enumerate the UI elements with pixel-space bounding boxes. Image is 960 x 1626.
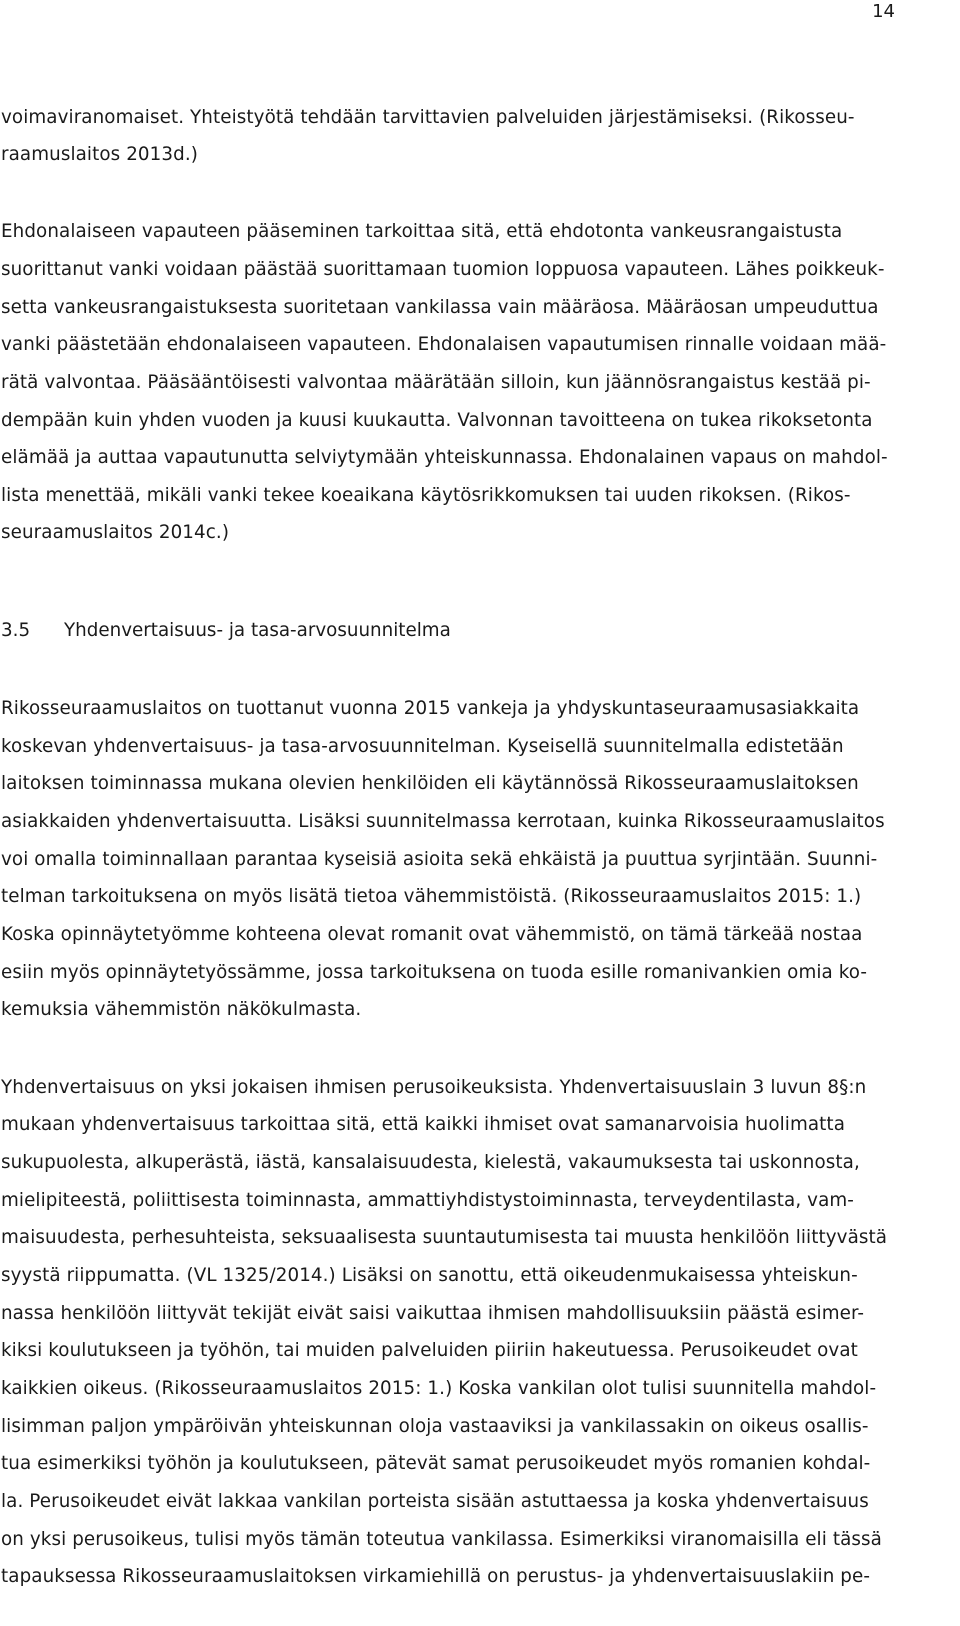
- text-line: asiakkaiden yhdenvertaisuutta. Lisäksi suunnitelmassa kerrotaan, kuinka Rikosseuraamuslaitos: [1, 811, 885, 832]
- text-line: nassa henkilöön liittyvät tekijät eivät saisi vaikuttaa ihmisen mahdollisuuksiin päästä esimer-: [1, 1303, 865, 1324]
- text-line: esiin myös opinnäytetyössämme, jossa tarkoituksena on tuoda esille romanivankien omia ko-: [1, 962, 868, 983]
- text-line: kaikkien oikeus. (Rikosseuraamuslaitos 2015: 1.) Koska vankilan olot tulisi suunnitella mahdol-: [1, 1378, 877, 1399]
- text-line: tapauksessa Rikosseuraamuslaitoksen virkamiehillä on perustus- ja yhdenvertaisuuslakiin pe-: [1, 1566, 871, 1587]
- text-line: la. Perusoikeudet eivät lakkaa vankilan porteista sisään astuttaessa ja koska yhdenvertaisuus: [1, 1491, 869, 1512]
- text-line: sukupuolesta, alkuperästä, iästä, kansalaisuudesta, kielestä, vakaumuksesta tai uskonnosta,: [1, 1152, 860, 1173]
- text-line: voi omalla toiminnallaan parantaa kyseisiä asioita sekä ehkäistä ja puuttua syrjintään. Suunni-: [1, 849, 878, 870]
- text-line: kiksi koulutukseen ja työhön, tai muiden palveluiden piiriin hakeutuessa. Perusoikeudet ovat: [1, 1340, 858, 1361]
- text-line: laitoksen toiminnassa mukana olevien henkilöiden eli käytännössä Rikosseuraamuslaitoksen: [1, 773, 859, 794]
- text-line: elämää ja auttaa vapautunutta selviytymään yhteiskunnassa. Ehdonalainen vapaus on mahdol-: [1, 447, 888, 468]
- text-line: raamuslaitos 2013d.): [1, 144, 198, 165]
- text-line: kemuksia vähemmistön näkökulmasta.: [1, 999, 362, 1020]
- text-line: lisimman paljon ympäröivän yhteiskunnan oloja vastaaviksi ja vankilassakin on oikeus osallis-: [1, 1416, 869, 1437]
- text-line: Yhdenvertaisuus on yksi jokaisen ihmisen perusoikeuksista. Yhdenvertaisuuslain 3 luvun 8§:n: [1, 1077, 867, 1098]
- text-line: on yksi perusoikeus, tulisi myös tämän toteutua vankilassa. Esimerkiksi viranomaisilla eli tässä: [1, 1529, 882, 1550]
- text-line: Koska opinnäytetyömme kohteena olevat romanit ovat vähemmistö, on tämä tärkeää nostaa: [1, 924, 863, 945]
- text-line: Rikosseuraamuslaitos on tuottanut vuonna 2015 vankeja ja yhdyskuntaseuraamusasiakkaita: [1, 698, 860, 719]
- text-line: mielipiteestä, poliittisesta toiminnasta, ammattiyhdistystoiminnasta, terveydentilasta, vam-: [1, 1190, 854, 1211]
- text-line: maisuudesta, perhesuhteista, seksuaalisesta suuntautumisesta tai muusta henkilöön liittyvästä: [1, 1227, 888, 1248]
- text-line: vanki päästetään ehdonalaiseen vapauteen. Ehdonalaisen vapautumisen rinnalle voidaan mää-: [1, 334, 887, 355]
- text-line: seuraamuslaitos 2014c.): [1, 522, 230, 543]
- page-number: 14: [872, 1, 895, 22]
- section-number: 3.5: [1, 620, 31, 641]
- text-line: syystä riippumatta. (VL 1325/2014.) Lisäksi on sanottu, että oikeudenmukaisessa yhteiskun-: [1, 1265, 858, 1286]
- text-line: tua esimerkiksi työhön ja koulutukseen, pätevät samat perusoikeudet myös romanien kohdal-: [1, 1453, 871, 1474]
- text-line: dempään kuin yhden vuoden ja kuusi kuukautta. Valvonnan tavoitteena on tukea rikoksetonta: [1, 410, 873, 431]
- text-line: suorittanut vanki voidaan päästää suorittamaan tuomion loppuosa vapauteen. Lähes poikkeuk-: [1, 259, 885, 280]
- text-line: Ehdonalaiseen vapauteen pääseminen tarkoittaa sitä, että ehdotonta vankeusrangaistusta: [1, 221, 843, 242]
- text-line: koskevan yhdenvertaisuus- ja tasa-arvosuunnitelman. Kyseisellä suunnitelmalla edistetään: [1, 736, 844, 757]
- section-title: Yhdenvertaisuus- ja tasa-arvosuunnitelma: [64, 620, 451, 641]
- text-line: mukaan yhdenvertaisuus tarkoittaa sitä, että kaikki ihmiset ovat samanarvoisia huolimatta: [1, 1114, 846, 1135]
- section-heading: [1, 619, 451, 643]
- text-line: lista menettää, mikäli vanki tekee koeaikana käytösrikkomuksen tai uuden rikoksen. (Rikos-: [1, 485, 851, 506]
- text-line: rätä valvontaa. Pääsääntöisesti valvontaa määrätään silloin, kun jäännösrangaistus kestää pi-: [1, 372, 871, 393]
- text-line: setta vankeusrangaistuksesta suoritetaan vankilassa vain määräosa. Määräosan umpeuduttua: [1, 297, 879, 318]
- text-line: telman tarkoituksena on myös lisätä tietoa vähemmistöistä. (Rikosseuraamuslaitos 2015: 1.): [1, 886, 862, 907]
- text-line: voimaviranomaiset. Yhteistyötä tehdään tarvittavien palveluiden järjestämiseksi. (Rikosseu-: [1, 107, 855, 128]
